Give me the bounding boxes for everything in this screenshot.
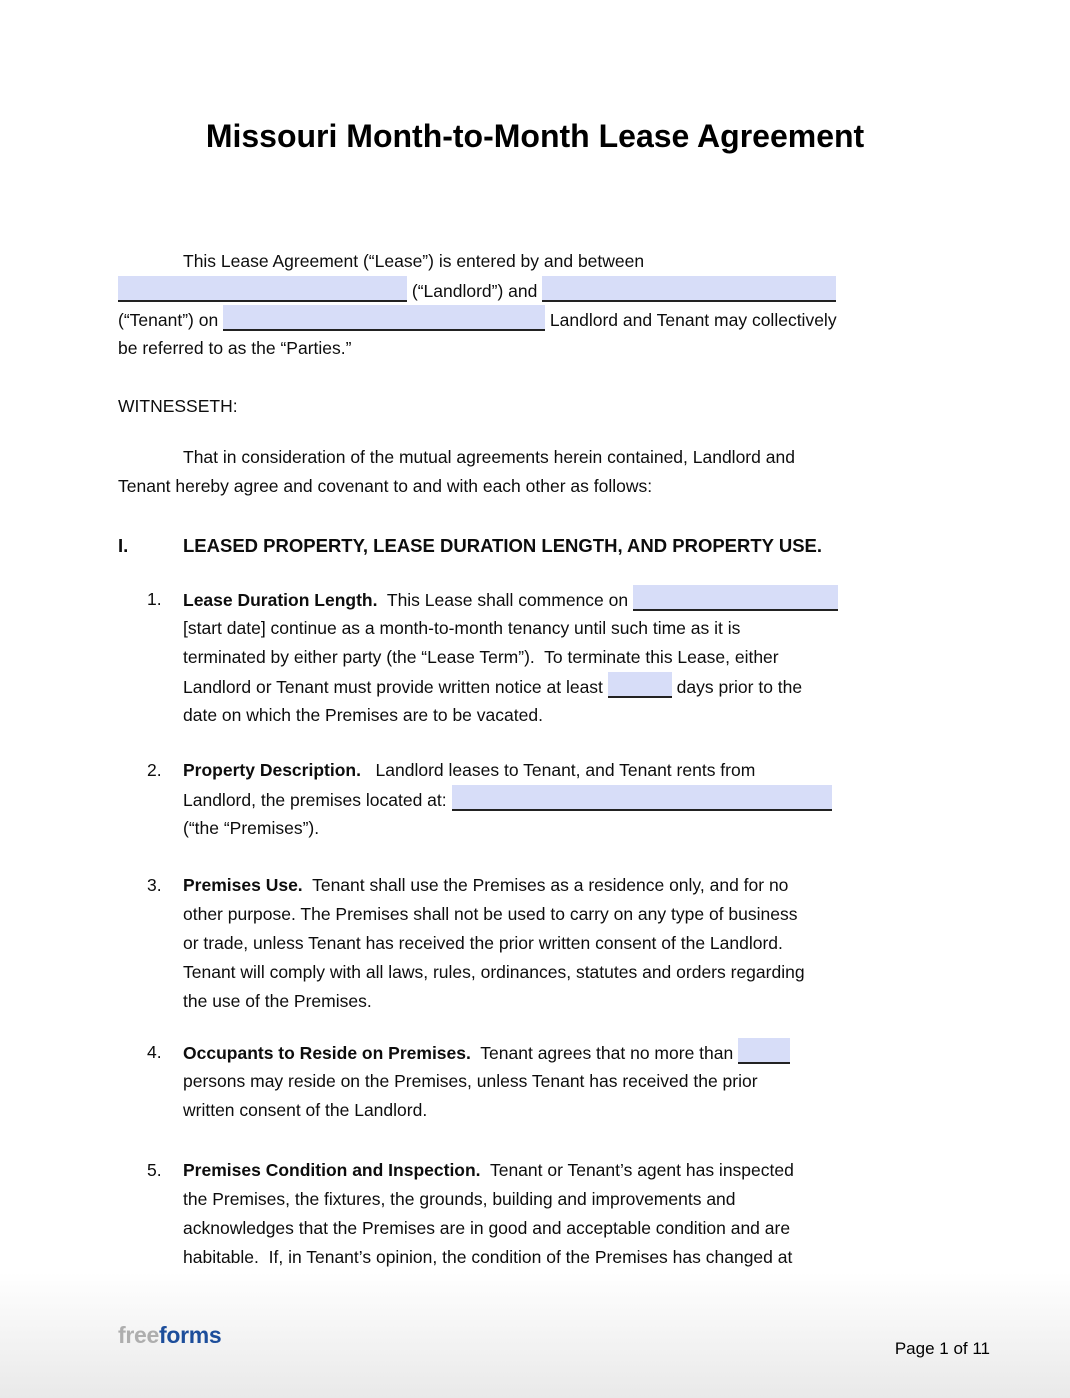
list-item-5-number: 5.: [147, 1160, 162, 1180]
text-line: [118, 392, 952, 421]
text-line: [118, 334, 952, 363]
list-item-premises-use: [118, 871, 952, 1016]
text-line: [118, 305, 952, 334]
list-item-occupants: [118, 1038, 952, 1125]
text-line: [183, 1038, 952, 1067]
text-run: terminated by either party (the “Lease Term”). To terminate this Lease, either: [183, 647, 779, 667]
witnesseth-heading: [118, 392, 952, 421]
text-line: [183, 987, 952, 1016]
text-run: Landlord, the premises located at:: [183, 790, 452, 810]
text-line: [183, 1243, 952, 1272]
text-line: [183, 1214, 952, 1243]
text-run: Landlord and Tenant may collectively: [545, 310, 837, 330]
text-run: other purpose. The Premises shall not be used to carry on any type of business: [183, 904, 798, 924]
list-item-premises-condition: [118, 1156, 952, 1272]
text-line: [118, 276, 952, 305]
text-line: [183, 643, 952, 672]
bold-text-run: Lease Duration Length.: [183, 590, 378, 610]
text-line: [183, 614, 952, 643]
list-item-3-number: 3.: [147, 875, 162, 895]
text-line: [118, 443, 952, 472]
text-run: date on which the Premises are to be vacated.: [183, 705, 543, 725]
text-line: [183, 871, 952, 900]
commencement-date-field[interactable]: [633, 585, 838, 611]
landlord-name-field[interactable]: [118, 276, 407, 302]
list-item-3-text: [118, 871, 952, 1016]
list-item-2-number: 2.: [147, 760, 162, 780]
text-run: the Premises, the fixtures, the grounds, building and improvements and: [183, 1189, 736, 1209]
text-line: [183, 1096, 952, 1125]
list-item-5-text: [118, 1156, 952, 1272]
text-run: persons may reside on the Premises, unless Tenant has received the prior: [183, 1071, 758, 1091]
logo-free-text: free: [118, 1322, 159, 1348]
bold-text-run: Premises Use.: [183, 875, 303, 895]
text-run: This Lease Agreement (“Lease”) is entered by and between: [183, 251, 645, 271]
text-run: Tenant shall use the Premises as a residence only, and for no: [302, 875, 789, 895]
text-line: [183, 785, 952, 814]
list-item-1-text: [118, 585, 952, 730]
text-line: [183, 1156, 952, 1185]
logo-forms-text: forms: [159, 1322, 222, 1348]
text-run: (“Landlord”) and: [407, 281, 543, 301]
text-run: the use of the Premises.: [183, 991, 372, 1011]
text-line: [183, 701, 952, 730]
text-line: [183, 672, 952, 701]
text-line: [183, 585, 952, 614]
bold-text-run: Premises Condition and Inspection.: [183, 1160, 481, 1180]
text-run: (“the “Premises”).: [183, 818, 320, 838]
list-item-4-number: 4.: [147, 1042, 162, 1062]
premises-address-field[interactable]: [452, 785, 832, 811]
text-run: written consent of the Landlord.: [183, 1100, 428, 1120]
text-line: [183, 929, 952, 958]
text-run: (“Tenant”) on: [118, 310, 224, 330]
text-run: Tenant or Tenant’s agent has inspected: [480, 1160, 794, 1180]
text-run: LEASED PROPERTY, LEASE DURATION LENGTH, AND PROPERTY USE.: [183, 535, 823, 556]
text-run: Landlord leases to Tenant, and Tenant rents from: [360, 760, 756, 780]
text-run: be referred to as the “Parties.”: [118, 338, 352, 358]
bold-text-run: Occupants to Reside on Premises.: [183, 1043, 471, 1063]
list-item-lease-duration: [118, 585, 952, 730]
text-run: Landlord or Tenant must provide written notice at least: [183, 677, 608, 697]
text-run: Tenant hereby agree and covenant to and with each other as follows:: [118, 476, 653, 496]
text-run: Tenant will comply with all laws, rules, ordinances, statutes and orders regarding: [183, 962, 805, 982]
list-item-property-description: [118, 756, 952, 843]
occupants-count-field[interactable]: [738, 1038, 790, 1064]
text-run: habitable. If, in Tenant’s opinion, the condition of the Premises has changed at: [183, 1247, 793, 1267]
text-line: [183, 814, 952, 843]
list-item-1-number: 1.: [147, 589, 162, 609]
text-run: [start date] continue as a month-to-month tenancy until such time as it is: [183, 618, 741, 638]
text-run: or trade, unless Tenant has received the prior written consent of the Landlord.: [183, 933, 783, 953]
text-line: [183, 756, 952, 785]
page-number: Page 1 of 11: [894, 1339, 990, 1358]
text-line: [183, 958, 952, 987]
text-line: [183, 531, 952, 560]
text-line: [183, 900, 952, 929]
text-run: That in consideration of the mutual agreements herein contained, Landlord and: [183, 447, 795, 467]
text-line: [183, 1067, 952, 1096]
article-1-number: I.: [118, 535, 129, 556]
article-1-heading: [118, 531, 952, 560]
text-line: [118, 247, 952, 276]
text-run: Tenant agrees that no more than: [470, 1043, 739, 1063]
text-run: WITNESSETH:: [118, 396, 238, 416]
intro-paragraph: [118, 247, 952, 363]
list-item-4-text: [118, 1038, 952, 1125]
list-item-2-text: [118, 756, 952, 843]
text-run: acknowledges that the Premises are in good and acceptable condition and are: [183, 1218, 791, 1238]
page-title: Missouri Month-to-Month Lease Agreement: [205, 118, 865, 154]
text-line: [118, 472, 952, 501]
tenant-name-field[interactable]: [542, 276, 836, 302]
agreement-date-field[interactable]: [223, 305, 545, 331]
text-line: [183, 1185, 952, 1214]
freeforms-logo: [118, 1322, 221, 1348]
bold-text-run: Property Description.: [183, 760, 361, 780]
article-1-heading-text: [118, 531, 952, 560]
text-run: This Lease shall commence on: [377, 590, 633, 610]
text-run: days prior to the: [671, 677, 803, 697]
notice-days-field[interactable]: [608, 672, 672, 698]
recitals-paragraph: [118, 443, 952, 501]
